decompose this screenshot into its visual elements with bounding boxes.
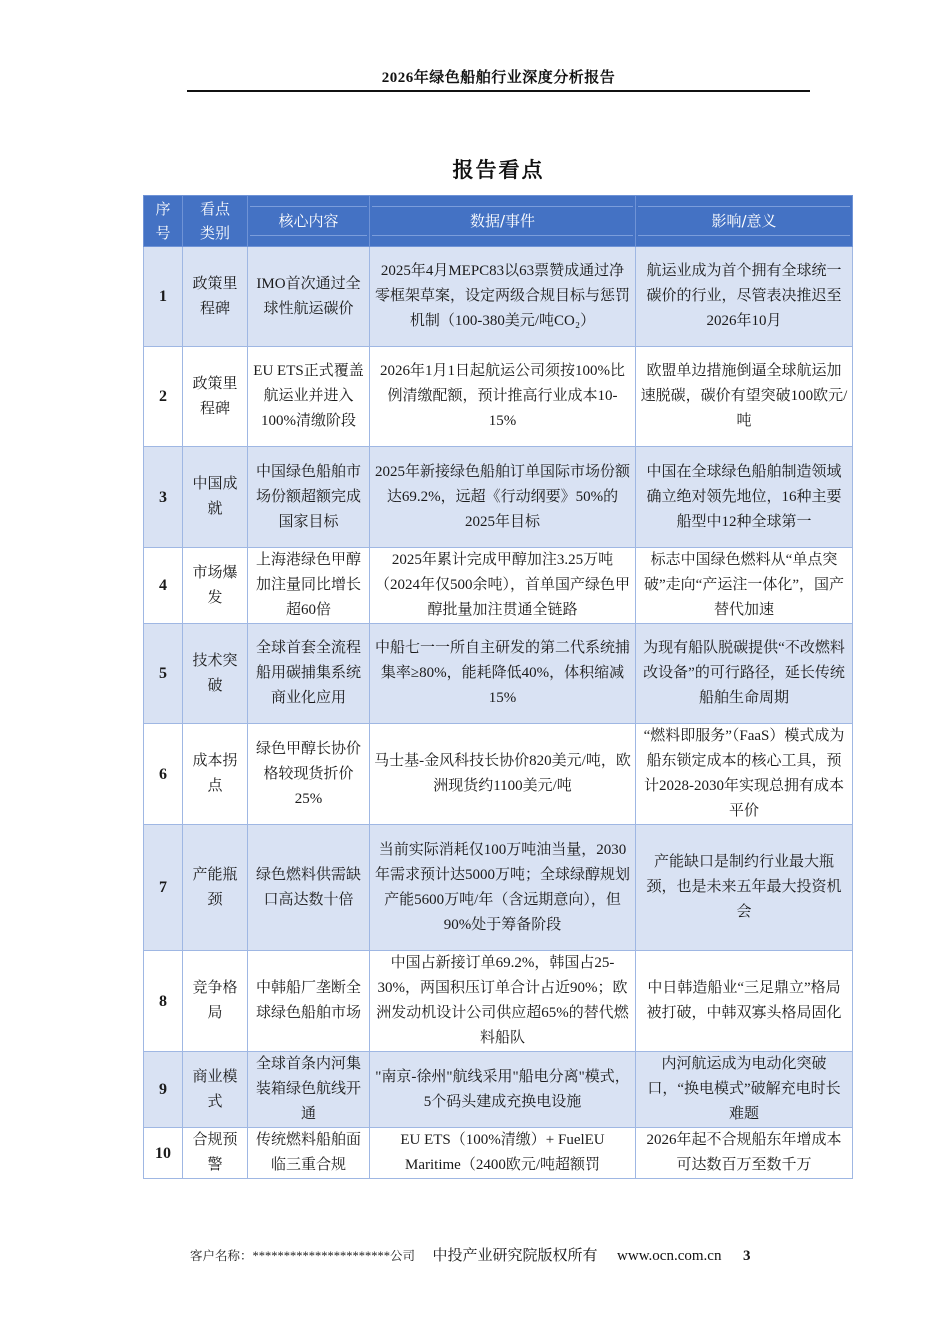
page-footer	[190, 1244, 810, 1265]
row-impact: 中国在全球绿色船舶制造领域确立绝对领先地位，16种主要船型中12种全球第一	[636, 447, 853, 548]
section-title: 报告看点	[452, 158, 545, 182]
table-row	[144, 724, 853, 825]
row-category: 合规预警	[183, 1128, 248, 1179]
row-impact: “燃料即服务”（FaaS）模式成为船东锁定成本的核心工具，预计2028-2030年实现总拥有成本平价	[636, 724, 853, 825]
footer-copyright: 中投产业研究院版权所有	[432, 1248, 598, 1264]
row-number: 3	[144, 447, 183, 548]
row-core-content: 传统燃料船舶面临三重合规	[248, 1128, 370, 1179]
column-header-label: 核心内容	[250, 206, 367, 236]
row-core-content: 全球首套全流程船用碳捕集系统商业化应用	[248, 624, 370, 724]
column-header-label: 序号	[155, 200, 171, 242]
table-row	[144, 548, 853, 624]
table-header-row	[144, 196, 853, 247]
row-core-content: 绿色甲醇长协价格较现货折价25%	[248, 724, 370, 825]
row-data-event: 2025年4月MEPC83以63票赞成通过净零框架草案，设定两级合规目标与惩罚机制（100-380美元/吨CO₂）	[370, 247, 636, 347]
row-core-content: 中国绿色船舶市场份额超额完成国家目标	[248, 447, 370, 548]
row-number: 9	[144, 1052, 183, 1128]
row-number: 2	[144, 347, 183, 447]
row-number: 1	[144, 247, 183, 347]
row-core-content: 全球首条内河集装箱绿色航线开通	[248, 1052, 370, 1128]
row-category: 商业模式	[183, 1052, 248, 1128]
row-category: 竞争格局	[183, 951, 248, 1052]
row-impact: 标志中国绿色燃料从“单点突破”走向“产运注一体化”，国产替代加速	[636, 548, 853, 624]
row-impact: 欧盟单边措施倒逼全球航运加速脱碳，碳价有望突破100欧元/吨	[636, 347, 853, 447]
row-category: 政策里程碑	[183, 347, 248, 447]
row-data-event: "南京-徐州"航线采用"船电分离"模式，5个码头建成充换电设施	[370, 1052, 636, 1128]
row-category: 成本拐点	[183, 724, 248, 825]
row-core-content: 绿色燃料供需缺口高达数十倍	[248, 825, 370, 951]
highlights-table	[143, 195, 853, 1179]
row-category: 技术突破	[183, 624, 248, 724]
column-header-core	[248, 196, 370, 247]
row-number: 7	[144, 825, 183, 951]
row-core-content: EU ETS正式覆盖航运业并进入100%清缴阶段	[248, 347, 370, 447]
row-data-event: 当前实际消耗仅100万吨油当量，2030年需求预计达5000万吨；全球绿醇规划产能5600万吨/年（含远期意向），但90%处于筹备阶段	[370, 825, 636, 951]
column-header-no	[144, 196, 183, 247]
column-header-label: 影响/意义	[638, 206, 850, 236]
header-rule	[187, 90, 810, 92]
column-header-impact	[636, 196, 853, 247]
row-impact: 内河航运成为电动化突破口，“换电模式”破解充电时长难题	[636, 1052, 853, 1128]
column-header-category	[183, 196, 248, 247]
footer-client-name: 客户名称：**********************公司	[190, 1249, 416, 1263]
row-data-event: 2025年新接绿色船舶订单国际市场份额达69.2%，远超《行动纲要》50%的2025年目标	[370, 447, 636, 548]
row-number: 4	[144, 548, 183, 624]
row-core-content: 中韩船厂垄断全球绿色船舶市场	[248, 951, 370, 1052]
row-data-event: 2026年1月1日起航运公司须按100%比例清缴配额，预计推高行业成本10-15%	[370, 347, 636, 447]
row-core-content: 上海港绿色甲醇加注量同比增长超60倍	[248, 548, 370, 624]
row-category: 产能瓶颈	[183, 825, 248, 951]
row-impact: 航运业成为首个拥有全球统一碳价的行业，尽管表决推迟至2026年10月	[636, 247, 853, 347]
table-row	[144, 951, 853, 1052]
row-category: 政策里程碑	[183, 247, 248, 347]
table-row	[144, 1128, 853, 1179]
column-header-data	[370, 196, 636, 247]
row-number: 6	[144, 724, 183, 825]
row-data-event: 中船七一一所自主研发的第二代系统捕集率≥80%，能耗降低40%，体积缩减15%	[370, 624, 636, 724]
row-data-event: 2025年累计完成甲醇加注3.25万吨（2024年仅500余吨），首单国产绿色甲醇批量加注贯通全链路	[370, 548, 636, 624]
table-row	[144, 447, 853, 548]
row-core-content: IMO首次通过全球性航运碳价	[248, 247, 370, 347]
table-row	[144, 1052, 853, 1128]
column-header-label: 看点类别	[199, 200, 230, 242]
table-row	[144, 247, 853, 347]
row-data-event: 中国占新接订单69.2%，韩国占25-30%，两国积压订单合计占近90%；欧洲发动机设计公司供应超65%的替代燃料船队	[370, 951, 636, 1052]
footer-website: www.ocn.com.cn	[617, 1248, 722, 1264]
row-category: 中国成就	[183, 447, 248, 548]
running-header-title: 2026年绿色船舶行业深度分析报告	[381, 70, 616, 86]
row-impact: 中日韩造船业“三足鼎立”格局被打破，中韩双寡头格局固化	[636, 951, 853, 1052]
row-data-event: EU ETS（100%清缴）+ FuelEU Maritime（2400欧元/吨超额罚	[370, 1128, 636, 1179]
table-row	[144, 624, 853, 724]
table-row	[144, 347, 853, 447]
row-impact: 为现有船队脱碳提供“不改燃料改设备”的可行路径，延长传统船舶生命周期	[636, 624, 853, 724]
row-number: 8	[144, 951, 183, 1052]
row-number: 5	[144, 624, 183, 724]
footer-page-number: 3	[742, 1248, 751, 1264]
row-category: 市场爆发	[183, 548, 248, 624]
row-impact: 2026年起不合规船东年增成本可达数百万至数千万	[636, 1128, 853, 1179]
row-number: 10	[144, 1128, 183, 1179]
row-data-event: 马士基-金风科技长协价820美元/吨，欧洲现货约1100美元/吨	[370, 724, 636, 825]
table-row	[144, 825, 853, 951]
row-impact: 产能缺口是制约行业最大瓶颈，也是未来五年最大投资机会	[636, 825, 853, 951]
column-header-label: 数据/事件	[372, 206, 633, 236]
